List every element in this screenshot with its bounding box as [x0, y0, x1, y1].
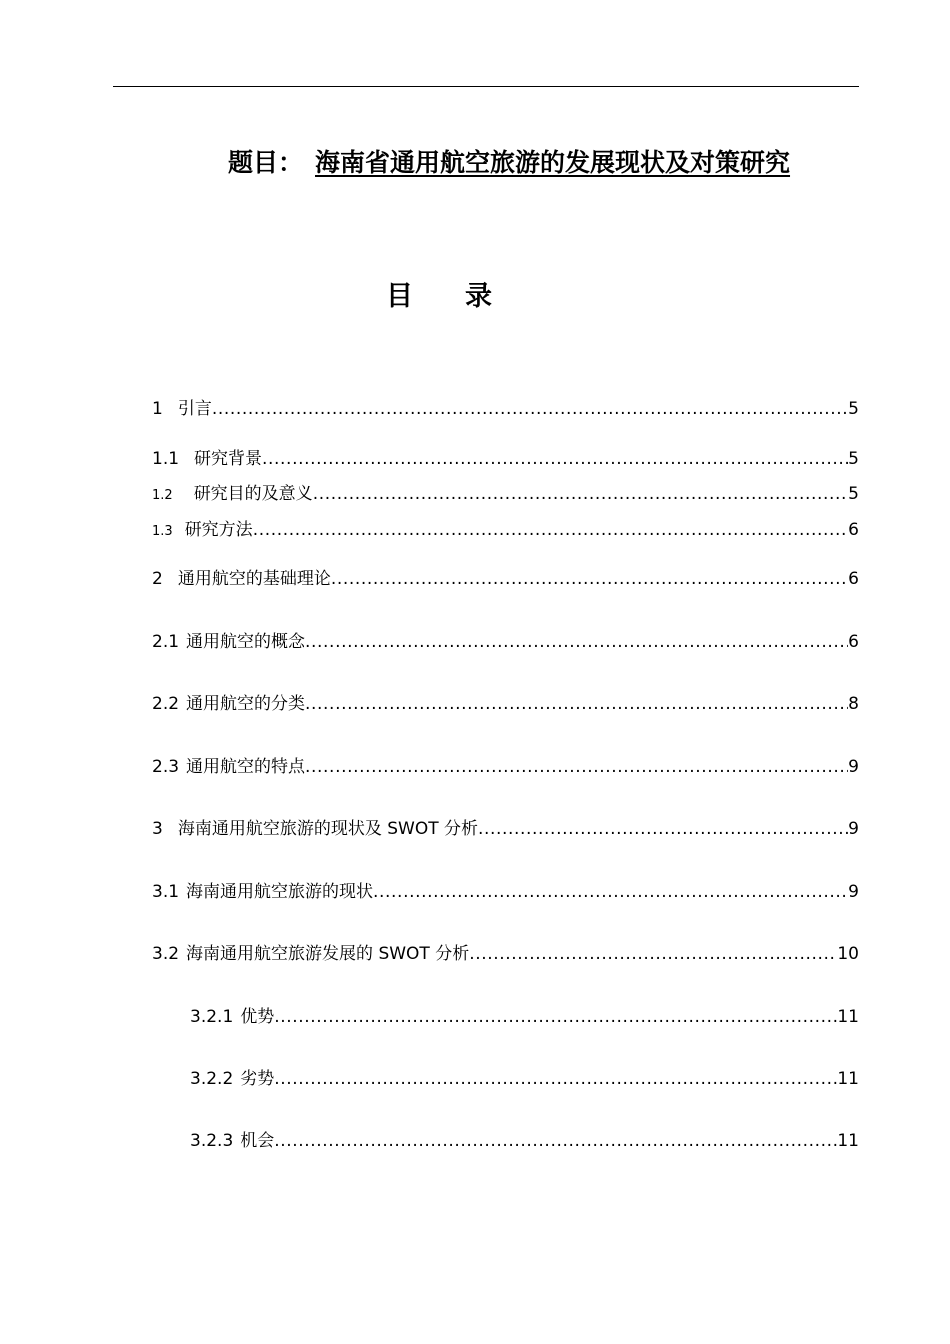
toc-entry-page: 6 [848, 569, 859, 589]
toc-entry-text: 研究目的及意义 [193, 484, 313, 504]
toc-entry[interactable] [190, 1129, 859, 1153]
toc-entry-text: 优势 [240, 1007, 275, 1027]
toc-entry-number: 1.2 [152, 488, 173, 503]
toc-entry-page: 10 [837, 944, 859, 964]
toc-entry[interactable] [190, 1005, 859, 1029]
toc-entry-page: 11 [837, 1007, 859, 1027]
toc-entry-number: 1.3 [152, 524, 173, 539]
toc-entry[interactable] [152, 518, 859, 544]
toc-entry-page: 6 [848, 520, 859, 540]
toc-entry-text: 海南通用航空旅游发展的 SWOT 分析 [186, 944, 470, 964]
toc-heading: 目录 [386, 281, 544, 312]
title-text: 海南省通用航空旅游的发展现状及对策研究 [315, 148, 791, 177]
toc-dot-leader [274, 1005, 837, 1029]
toc-entry-number: 2 [152, 569, 163, 589]
toc-entry[interactable] [152, 630, 859, 654]
toc-entry[interactable] [152, 817, 859, 841]
toc-entry[interactable] [152, 880, 859, 904]
toc-entry-page: 5 [848, 399, 859, 419]
toc-entry-page: 8 [848, 694, 859, 714]
toc-entry-number: 3.2.2 [190, 1069, 234, 1089]
toc-entry-number: 2.1 [152, 632, 180, 652]
toc-entry[interactable] [152, 567, 859, 591]
title-label: 题目： [228, 148, 304, 177]
toc-entry-number: 1.1 [152, 449, 180, 469]
toc-entry-number: 3 [152, 819, 163, 839]
toc-entry-page: 5 [848, 484, 859, 504]
toc-entry[interactable] [152, 755, 859, 779]
toc-entry-page: 9 [848, 882, 859, 902]
toc-dot-leader [262, 447, 848, 471]
toc-entry-number: 3.2 [152, 944, 180, 964]
toc-entry-page: 6 [848, 632, 859, 652]
toc-entry-number: 1 [152, 399, 163, 419]
toc-entry-number: 2.2 [152, 694, 180, 714]
toc-entry-number: 3.2.1 [190, 1007, 234, 1027]
toc-entry-text: 通用航空的特点 [186, 757, 306, 777]
toc-entry-text: 通用航空的分类 [186, 694, 306, 714]
header-rule [113, 86, 859, 87]
toc-dot-leader [305, 755, 848, 779]
toc-dot-leader [469, 942, 837, 966]
toc-dot-leader [274, 1129, 837, 1153]
toc-dot-leader [274, 1067, 837, 1091]
toc-entry-text: 通用航空的概念 [186, 632, 306, 652]
thesis-title [228, 145, 790, 181]
toc-entry[interactable] [190, 1067, 859, 1091]
toc-entry-page: 9 [848, 819, 859, 839]
toc-entry[interactable] [152, 942, 859, 966]
toc-dot-leader [313, 482, 848, 506]
toc-entry-page: 11 [837, 1069, 859, 1089]
toc-entry-text: 海南通用航空旅游的现状及 SWOT 分析 [177, 819, 479, 839]
toc-dot-leader [331, 567, 848, 591]
toc-entry-text: 海南通用航空旅游的现状 [186, 882, 374, 902]
toc-entry-text: 研究背景 [194, 449, 263, 469]
toc-entry-text: 研究方法 [184, 520, 253, 540]
toc-dot-leader [305, 630, 848, 654]
toc-entry[interactable] [152, 397, 859, 421]
toc-dot-leader [373, 880, 848, 904]
toc-entry-text: 劣势 [240, 1069, 275, 1089]
toc-entry[interactable] [152, 482, 859, 508]
toc-dot-leader [253, 518, 848, 542]
toc-dot-leader [212, 397, 848, 421]
toc-entry-number: 3.2.3 [190, 1131, 234, 1151]
toc-entry-text: 通用航空的基础理论 [177, 569, 331, 589]
toc-entry-text: 机会 [240, 1131, 275, 1151]
toc-entry-page: 5 [848, 449, 859, 469]
toc-dot-leader [305, 692, 848, 716]
toc-dot-leader [478, 817, 848, 841]
toc-entry[interactable] [152, 447, 859, 471]
toc-entry-page: 9 [848, 757, 859, 777]
toc-entry-text: 引言 [177, 399, 212, 419]
toc-entry-number: 2.3 [152, 757, 180, 777]
toc-entry[interactable] [152, 692, 859, 716]
toc-entry-number: 3.1 [152, 882, 180, 902]
toc-entry-page: 11 [837, 1131, 859, 1151]
